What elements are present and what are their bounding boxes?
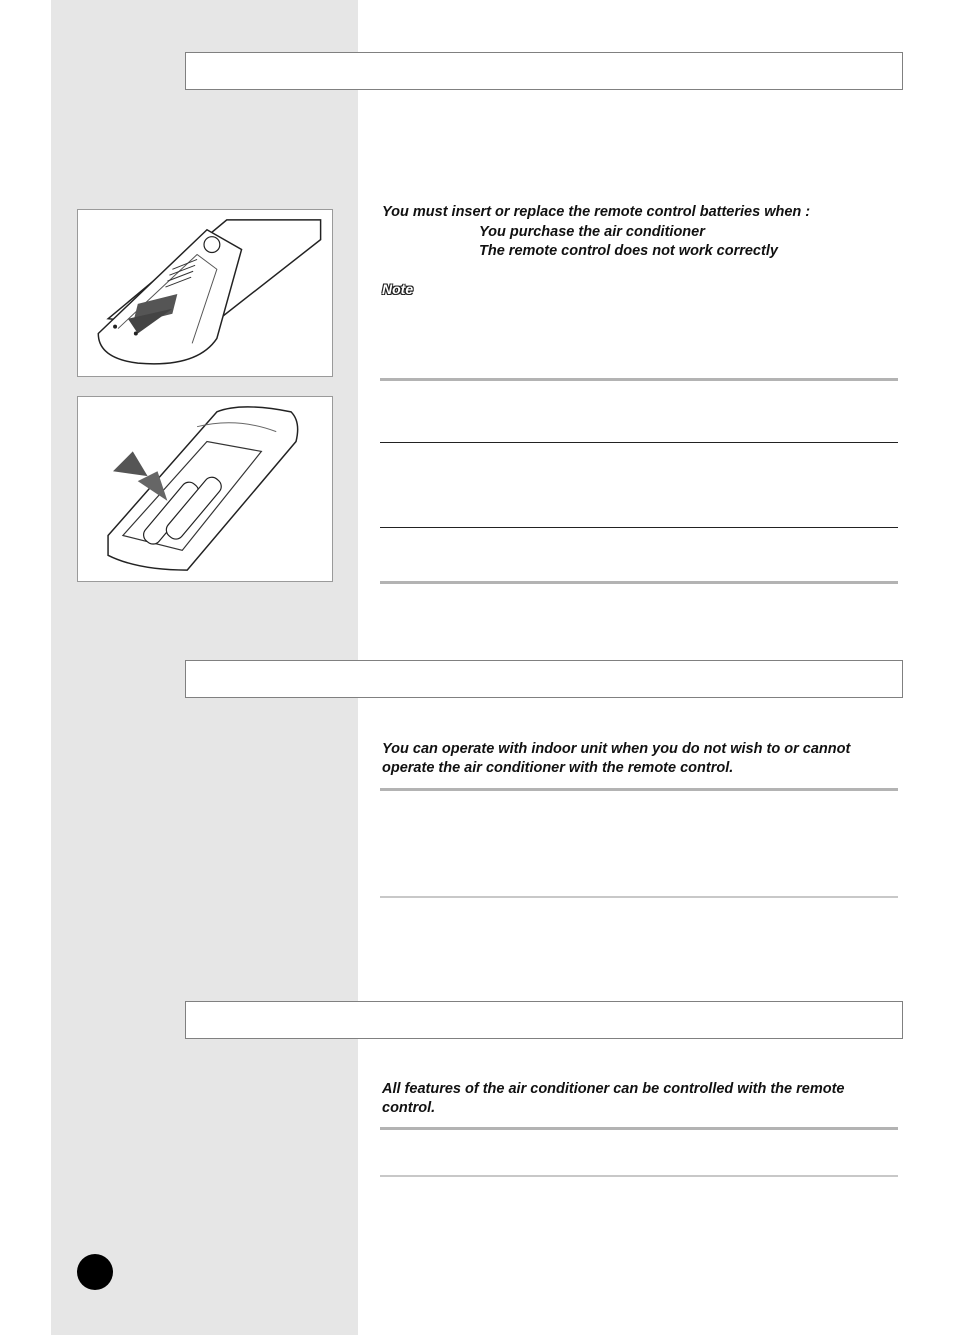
remote-cover-removal-illustration (77, 209, 333, 377)
divider (380, 581, 898, 584)
section-header-remote-control (185, 1001, 903, 1039)
remote-cover-illustration-svg (78, 210, 332, 376)
divider (380, 1127, 898, 1130)
divider (380, 788, 898, 791)
section-header-indoor-unit (185, 660, 903, 698)
page-number-dot (77, 1254, 113, 1290)
remote-intro-line2: control. (382, 1100, 436, 1116)
battery-insertion-illustration-svg (78, 397, 332, 581)
battery-intro-text: You must insert or replace the remote control batteries when : (382, 204, 811, 220)
divider (380, 378, 898, 381)
battery-condition-2: The remote control does not work correctly (479, 243, 778, 259)
remote-intro-line1: All features of the air conditioner can be controlled with the remote (382, 1081, 845, 1097)
divider (380, 442, 898, 443)
battery-condition-1: You purchase the air conditioner (479, 224, 705, 240)
section-header-batteries (185, 52, 903, 90)
divider (380, 1175, 898, 1177)
indoor-intro-line1: You can operate with indoor unit when you do not wish to or cannot (382, 741, 851, 757)
divider (380, 896, 898, 898)
indoor-intro-line2: operate the air conditioner with the remote control. (382, 760, 734, 776)
note-label: Note (382, 281, 414, 297)
battery-insertion-illustration (77, 396, 333, 582)
divider (380, 527, 898, 528)
